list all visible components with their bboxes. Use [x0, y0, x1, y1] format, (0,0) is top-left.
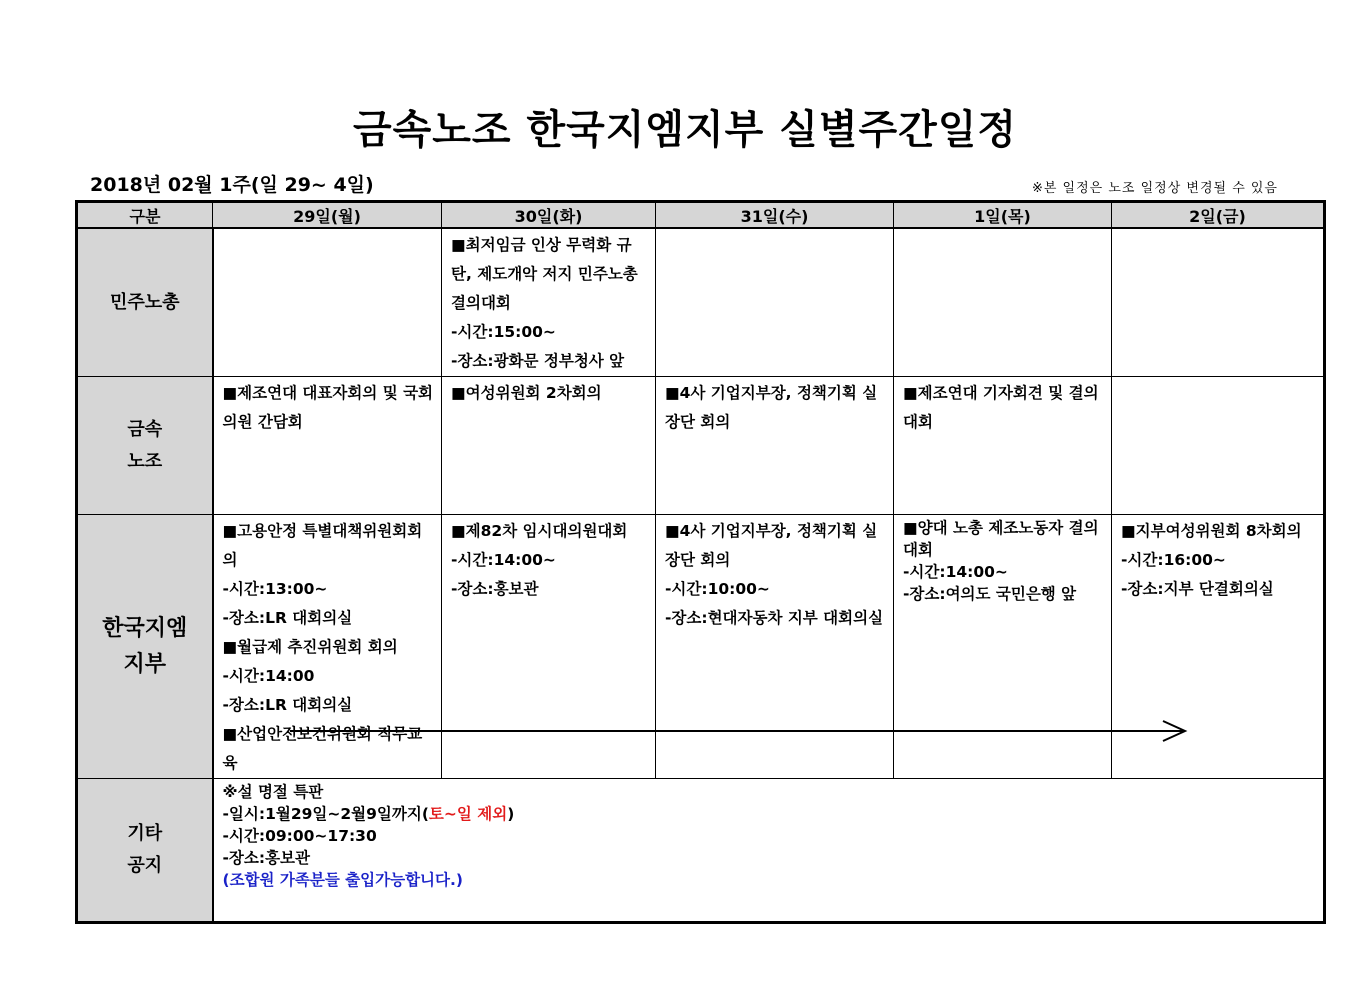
- cell-kctu-wed: [656, 229, 893, 231]
- row-kmwu: [77, 377, 1325, 515]
- col-header-wed: 31일(수): [656, 202, 894, 229]
- header-row: [77, 202, 1325, 229]
- duration-arrow-icon: [290, 719, 1190, 743]
- col-header-mon: 29일(월): [213, 202, 442, 229]
- col-header-fri: 2일(금): [1112, 202, 1325, 229]
- cell-etc-notice: [213, 779, 1325, 923]
- cell-kmwu-thu: ■제조연대 기자회견 및 결의 대회: [903, 384, 1099, 431]
- cell-kctu-tue: ■최저임금 인상 무력화 규탄, 제도개악 저지 민주노총 결의대회 -시간:15:00~ -장소:광화문 정부청사 앞: [451, 236, 638, 370]
- notice-date: -일시:1월29일~2월9일까지(토~일 제외): [222, 805, 515, 823]
- cell-gm-tue: ■제82차 임시대의원대회 -시간:14:00~ -장소:홍보관: [451, 522, 628, 598]
- notice-place: -장소:홍보관: [222, 849, 310, 867]
- page-title: 금속노조 한국지엠지부 실별주간일정: [352, 107, 1018, 153]
- row-kctu: [77, 228, 1325, 377]
- notice-family: (조합원 가족분들 출입가능합니다.): [222, 871, 463, 889]
- row-label-gm: 한국지엠 지부: [77, 515, 213, 779]
- row-label-kctu: 민주노총: [77, 228, 213, 377]
- notice-exclusion: 토~일 제외: [428, 805, 508, 823]
- notice-title: ※설 명절 특판: [222, 783, 324, 801]
- cell-kmwu-mon: ■제조연대 대표자회의 및 국회의원 간담회: [222, 384, 434, 431]
- cell-kmwu-fri: [1112, 377, 1323, 379]
- row-etc: [77, 779, 1325, 923]
- cell-gm-mon: ■고용안정 특별대책위원회회의 -시간:13:00~ -장소:LR 대회의실 ■월급제 추진위원회 회의 -시간:14:00 -장소:LR 대회의실 ■산업안전보건위원회 직무교육: [222, 522, 423, 772]
- row-label-kmwu: 금속 노조: [77, 377, 213, 515]
- cell-gm-thu: ■양대 노총 제조노동자 결의 대회 -시간:14:00~ -장소:여의도 국민은행 앞: [903, 519, 1099, 603]
- cell-kmwu-wed: ■4사 기업지부장, 정책기획 실장단 회의: [665, 384, 878, 431]
- change-notice: ※본 일정은 노조 일정상 변경될 수 있음: [1031, 181, 1278, 196]
- schedule-table: [75, 200, 1326, 924]
- cell-kmwu-tue: ■여성위원회 2차회의: [451, 384, 602, 402]
- cell-kctu-thu: [894, 229, 1111, 231]
- col-header-tue: 30일(화): [442, 202, 656, 229]
- cell-gm-wed: ■4사 기업지부장, 정책기획 실장단 회의 -시간:10:00~ -장소:현대자동차 지부 대회의실: [665, 522, 884, 627]
- week-label: 2018년 02월 1주(일 29~ 4일): [90, 174, 374, 196]
- row-label-etc: 기타 공지: [77, 779, 213, 923]
- notice-time: -시간:09:00~17:30: [222, 827, 377, 845]
- cell-kctu-mon: [214, 229, 442, 231]
- col-header-thu: 1일(목): [894, 202, 1112, 229]
- cell-gm-fri: ■지부여성위원회 8차회의 -시간:16:00~ -장소:지부 단결회의실: [1121, 522, 1302, 598]
- col-header-category: 구분: [77, 202, 213, 229]
- cell-kctu-fri: [1112, 229, 1323, 231]
